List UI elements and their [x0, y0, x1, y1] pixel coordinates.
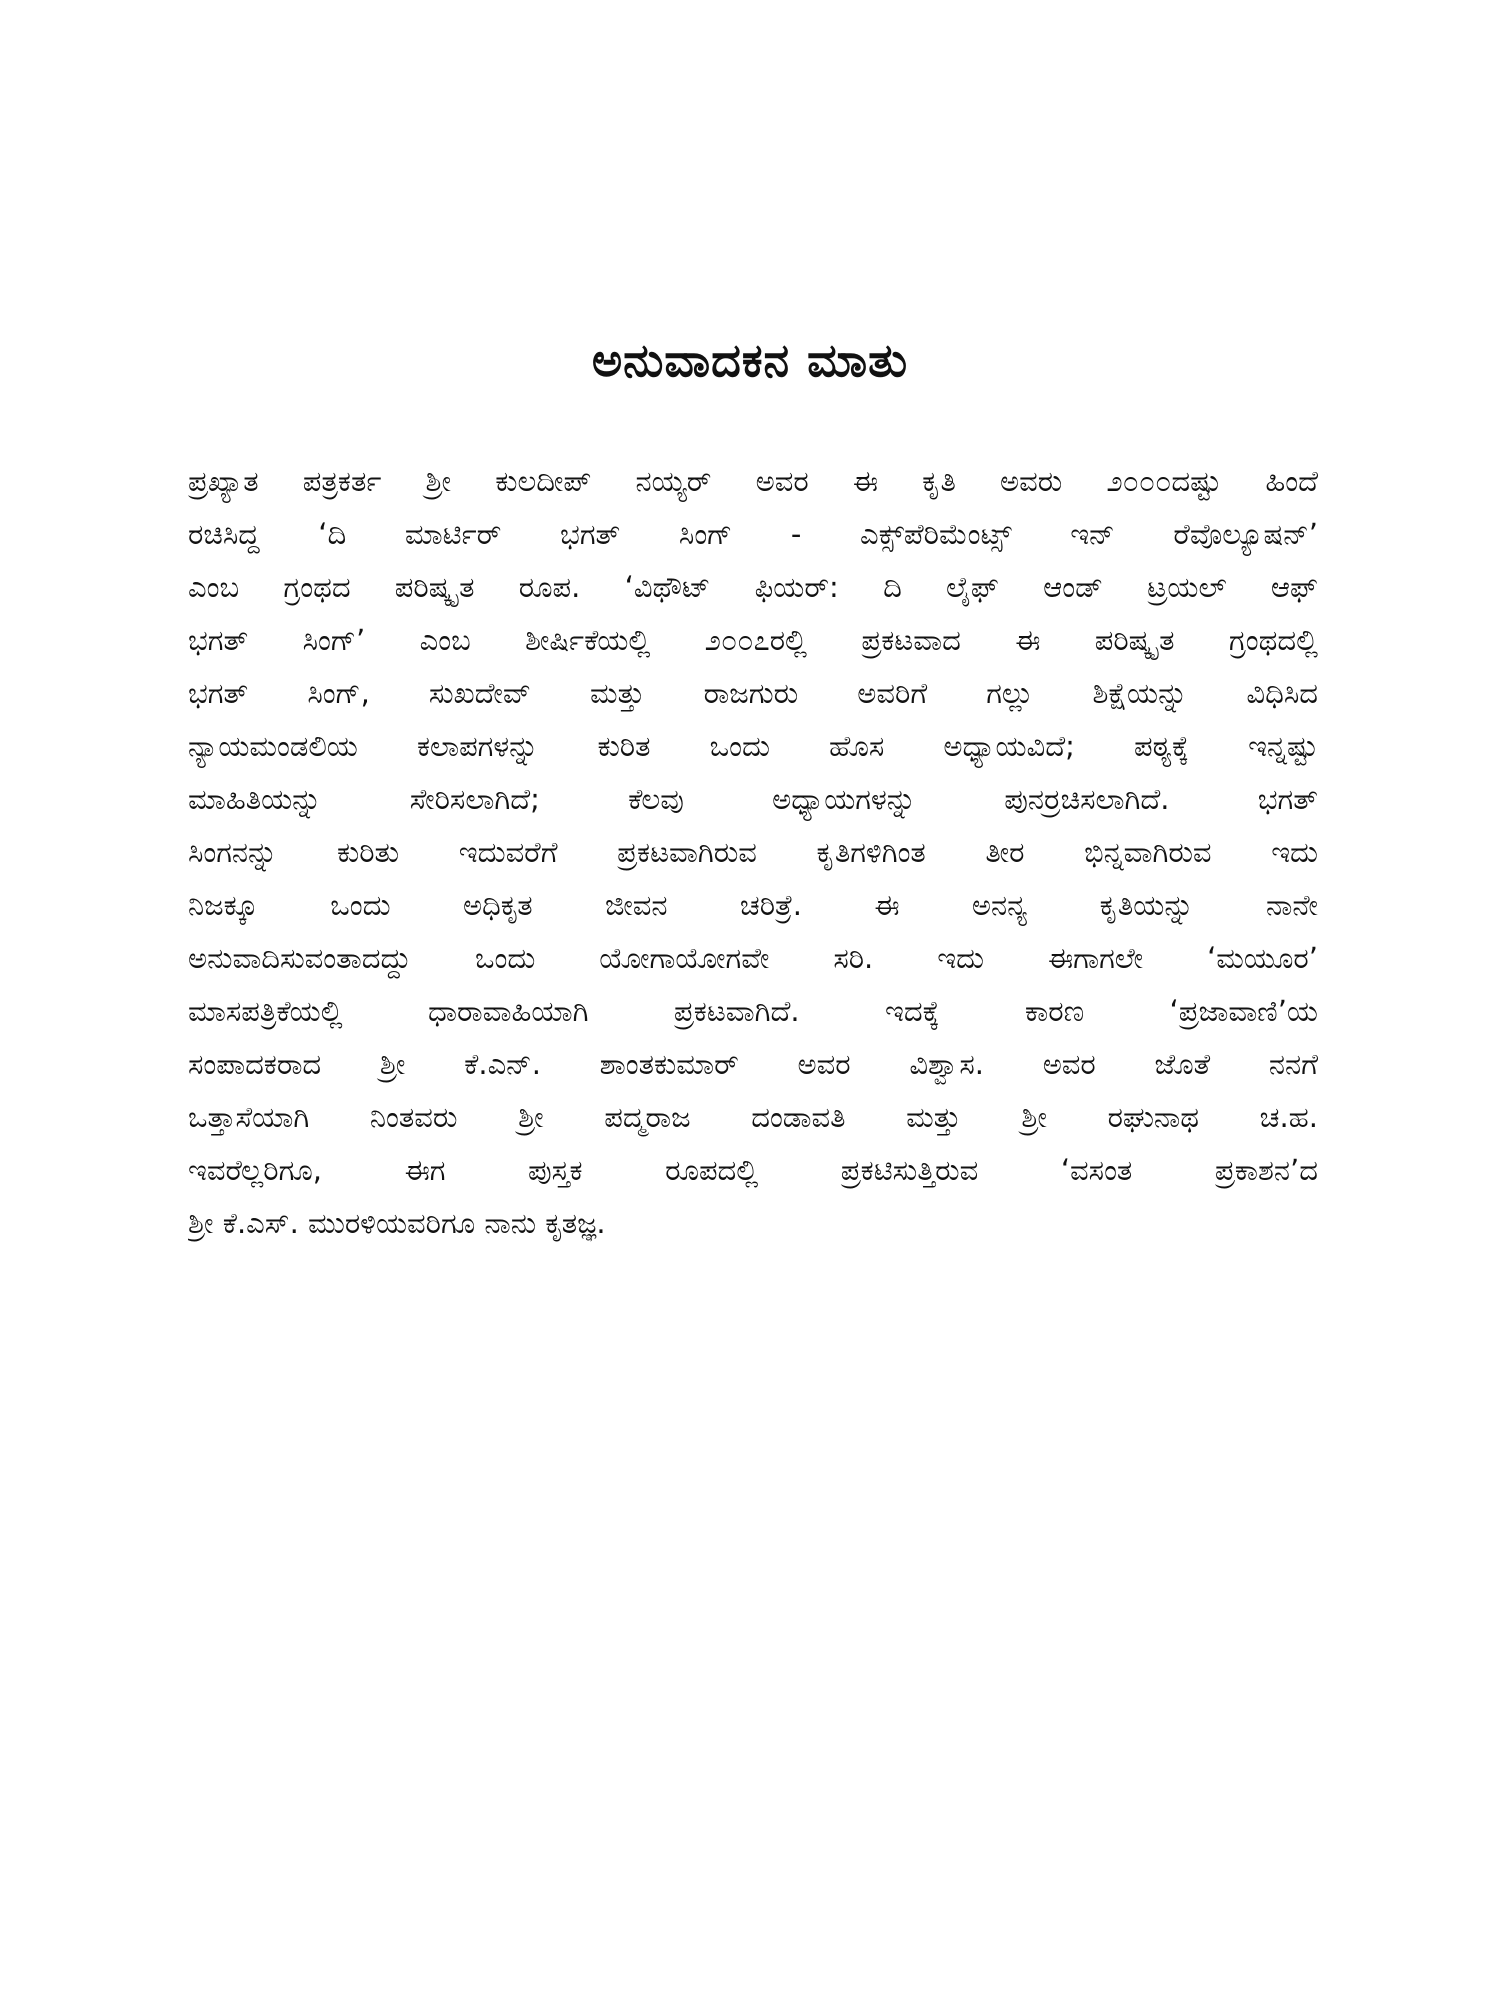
body-paragraph: [188, 455, 1318, 1250]
text-line: ಶ್ರೀ ಕೆ.ಎಸ್. ಮುರಳಿಯವರಿಗೂ ನಾನು ಕೃತಜ್ಞ.: [188, 1206, 606, 1240]
text-line: ಅನುವಾದಿಸುವಂತಾದದ್ದು ಒಂದು ಯೋಗಾಯೋಗವೇ ಸರಿ. ಇದು ಈಗಾಗಲೇ ‘ಮಯೂರ’: [188, 941, 1318, 975]
text-line: ರಚಿಸಿದ್ದ ‘ದಿ ಮಾರ್ಟಿರ್ ಭಗತ್ ಸಿಂಗ್ - ಎಕ್ಸ್‌ಪೆರಿಮೆಂಟ್ಸ್ ಇನ್ ರೆವೊಲ್ಯೂಷನ್’: [188, 517, 1318, 551]
text-line: ಸಿಂಗನನ್ನು ಕುರಿತು ಇದುವರೆಗೆ ಪ್ರಕಟವಾಗಿರುವ ಕೃತಿಗಳಿಗಿಂತ ತೀರ ಭಿನ್ನವಾಗಿರುವ ಇದು: [188, 835, 1318, 869]
text-line: ಸಂಪಾದಕರಾದ ಶ್ರೀ ಕೆ.ಎನ್. ಶಾಂತಕುಮಾರ್ ಅವರ ವಿಶ್ವಾಸ. ಅವರ ಜೊತೆ ನನಗೆ: [188, 1047, 1318, 1081]
text-line: ಇವರೆಲ್ಲರಿಗೂ, ಈಗ ಪುಸ್ತಕ ರೂಪದಲ್ಲಿ ಪ್ರಕಟಿಸುತ್ತಿರುವ ‘ವಸಂತ ಪ್ರಕಾಶನ’ದ: [188, 1153, 1318, 1187]
text-line: ಒತ್ತಾಸೆಯಾಗಿ ನಿಂತವರು ಶ್ರೀ ಪದ್ಮರಾಜ ದಂಡಾವತಿ ಮತ್ತು ಶ್ರೀ ರಘುನಾಥ ಚ.ಹ.: [188, 1100, 1318, 1134]
page-title: ಅನುವಾದಕನ ಮಾತು: [591, 333, 909, 387]
text-line: ಪ್ರಖ್ಯಾತ ಪತ್ರಕರ್ತ ಶ್ರೀ ಕುಲದೀಪ್ ನಯ್ಯರ್ ಅವರ ಈ ಕೃತಿ ಅವರು ೨೦೦೦ದಷ್ಟು ಹಿಂದೆ: [188, 464, 1318, 498]
text-line: ಮಾಹಿತಿಯನ್ನು ಸೇರಿಸಲಾಗಿದೆ; ಕೆಲವು ಅಧ್ಯಾಯಗಳನ್ನು ಪುನರ್ರಚಿಸಲಾಗಿದೆ. ಭಗತ್: [188, 782, 1318, 816]
text-line: ನಿಜಕ್ಕೂ ಒಂದು ಅಧಿಕೃತ ಜೀವನ ಚರಿತ್ರೆ. ಈ ಅನನ್ಯ ಕೃತಿಯನ್ನು ನಾನೇ: [188, 888, 1318, 922]
text-line: ಎಂಬ ಗ್ರಂಥದ ಪರಿಷ್ಕೃತ ರೂಪ. ‘ವಿಥೌಟ್ ಫಿಯರ್: ದಿ ಲೈಫ್ ಆಂಡ್ ಟ್ರಯಲ್ ಆಫ್: [188, 570, 1318, 604]
text-line: ಮಾಸಪತ್ರಿಕೆಯಲ್ಲಿ ಧಾರಾವಾಹಿಯಾಗಿ ಪ್ರಕಟವಾಗಿದೆ. ಇದಕ್ಕೆ ಕಾರಣ ‘ಪ್ರಜಾವಾಣಿ’ಯ: [188, 994, 1318, 1028]
text-line: ನ್ಯಾಯಮಂಡಲಿಯ ಕಲಾಪಗಳನ್ನು ಕುರಿತ ಒಂದು ಹೊಸ ಅಧ್ಯಾಯವಿದೆ; ಪಠ್ಯಕ್ಕೆ ಇನ್ನಷ್ಟು: [188, 729, 1318, 763]
text-line: ಭಗತ್ ಸಿಂಗ್, ಸುಖದೇವ್ ಮತ್ತು ರಾಜಗುರು ಅವರಿಗೆ ಗಲ್ಲು ಶಿಕ್ಷೆಯನ್ನು ವಿಧಿಸಿದ: [188, 676, 1318, 710]
text-line: ಭಗತ್ ಸಿಂಗ್’ ಎಂಬ ಶೀರ್ಷಿಕೆಯಲ್ಲಿ ೨೦೦೭ರಲ್ಲಿ ಪ್ರಕಟವಾದ ಈ ಪರಿಷ್ಕೃತ ಗ್ರಂಥದಲ್ಲಿ: [188, 623, 1318, 657]
